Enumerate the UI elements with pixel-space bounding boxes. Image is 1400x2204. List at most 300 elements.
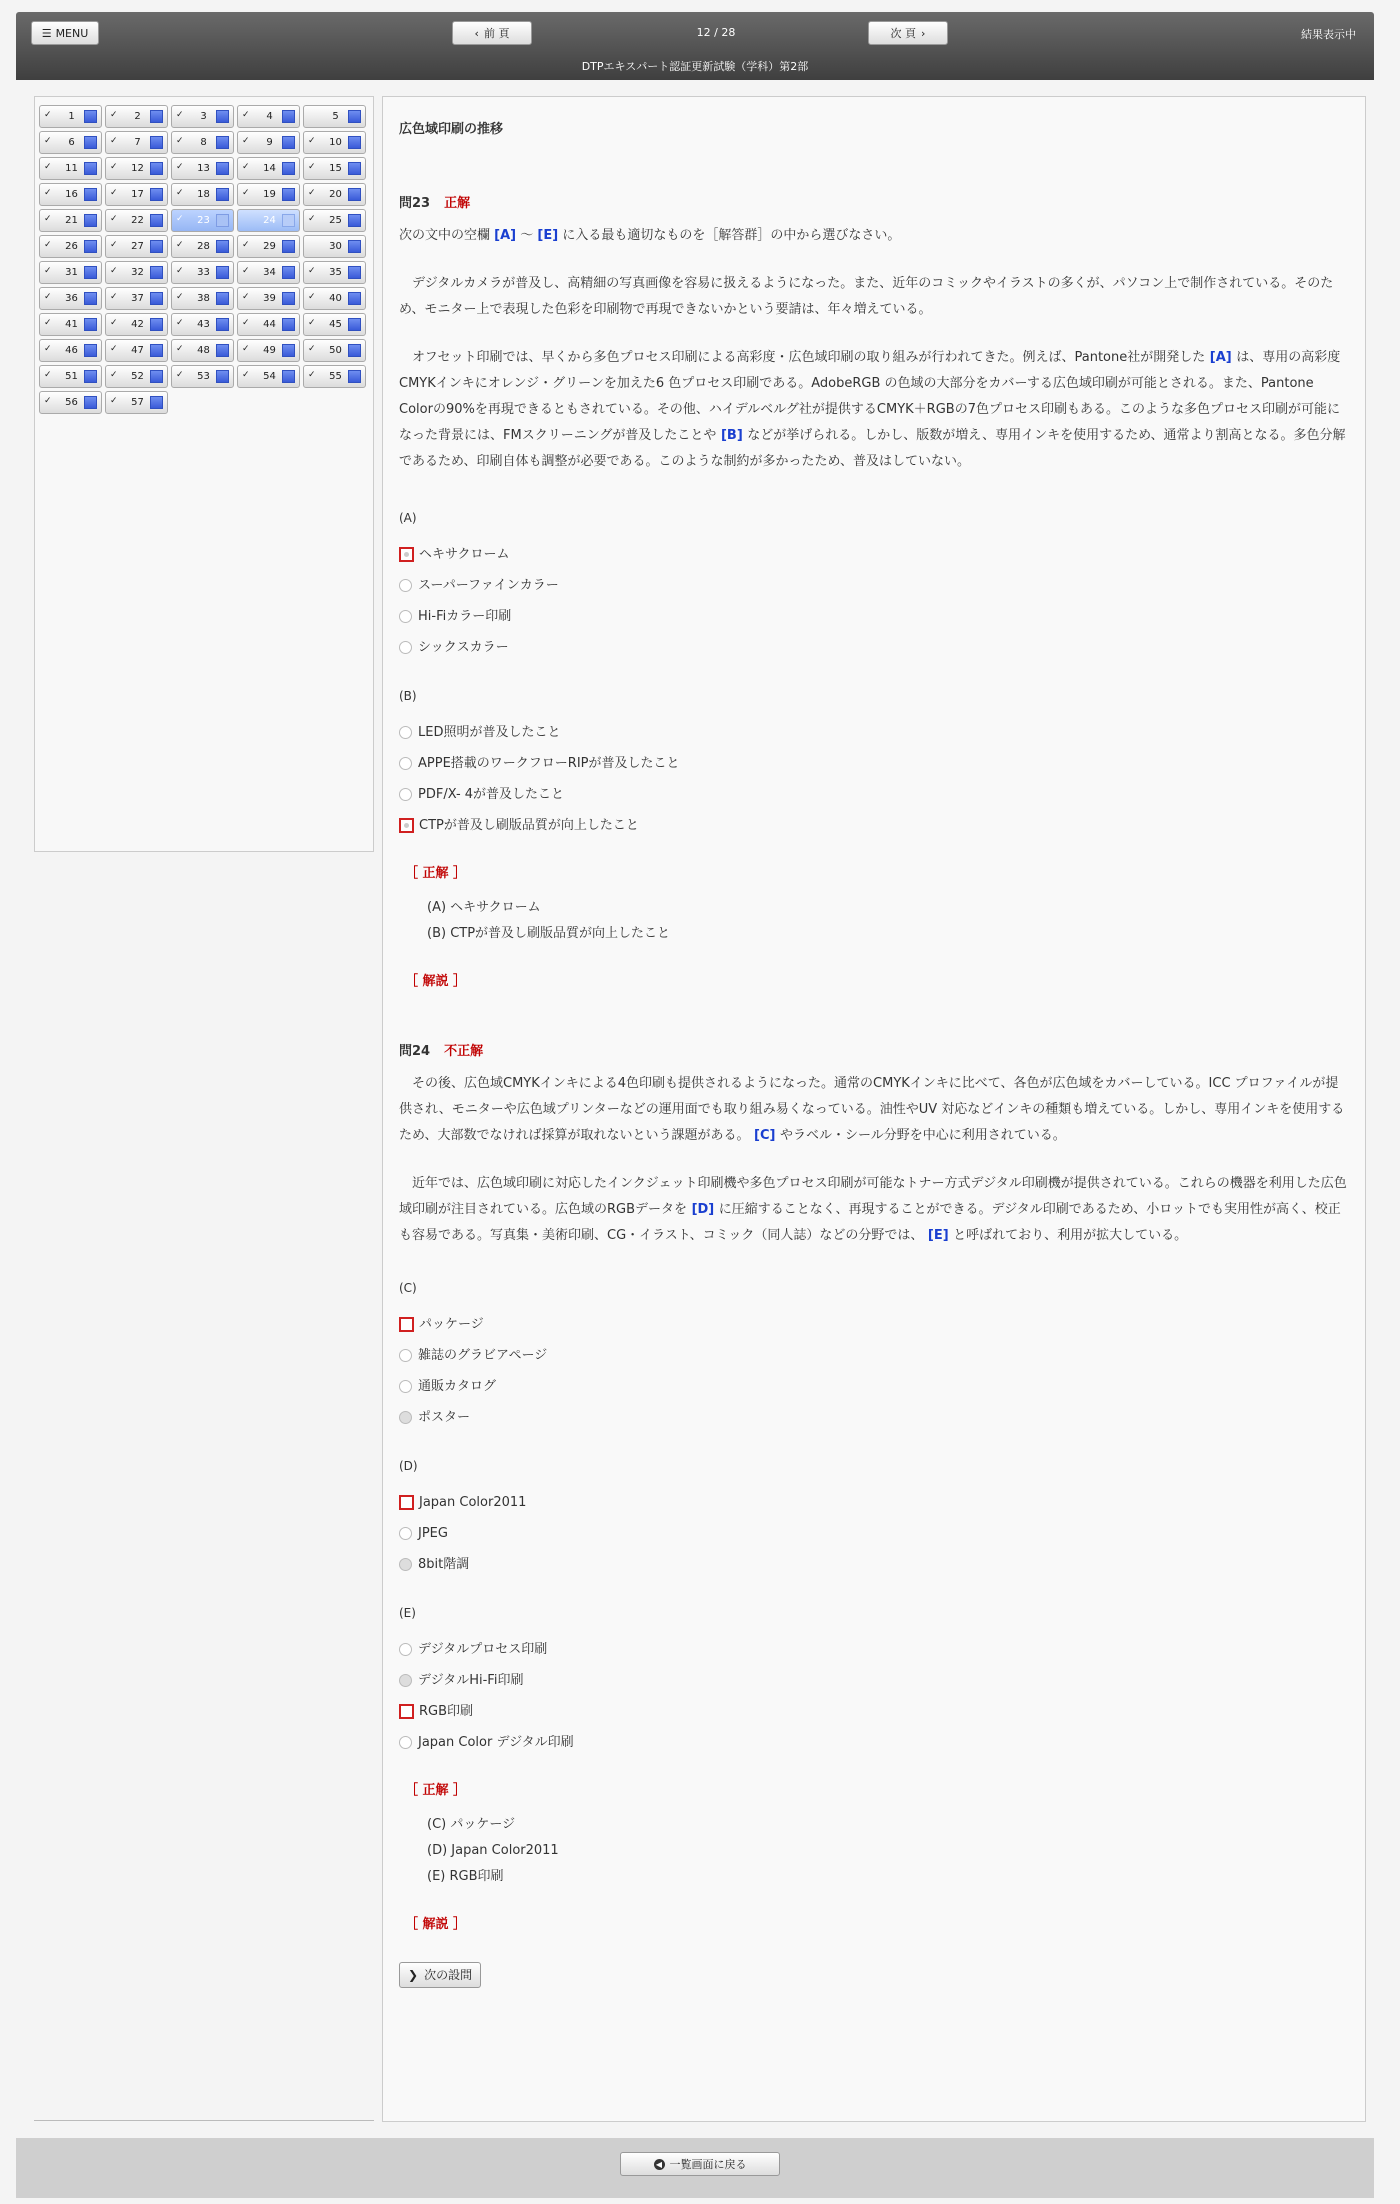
question-number: 24 xyxy=(263,215,276,226)
selected-marker xyxy=(399,818,414,833)
check-icon: ✓ xyxy=(242,266,250,276)
check-icon: ✓ xyxy=(44,344,52,354)
question-number: 33 xyxy=(197,267,210,278)
question-number: 35 xyxy=(329,267,342,278)
question-nav-button[interactable] xyxy=(39,365,102,388)
option-d-1[interactable]: Japan Color2011 xyxy=(399,1487,1349,1518)
answered-square-icon xyxy=(282,240,295,253)
answered-square-icon xyxy=(84,396,97,409)
question-nav-button[interactable] xyxy=(303,365,366,388)
option-b-4[interactable]: CTPが普及し刷版品質が向上したこと xyxy=(399,810,1349,841)
question-nav-button[interactable] xyxy=(105,105,168,128)
radio-button[interactable] xyxy=(399,726,412,739)
question-number: 13 xyxy=(197,163,210,174)
question-nav-button[interactable] xyxy=(105,391,168,414)
radio-button[interactable] xyxy=(399,757,412,770)
option-c-1[interactable]: パッケージ xyxy=(399,1309,1349,1340)
correct-answer: (A) ヘキサクローム xyxy=(427,900,541,915)
question-nav-button[interactable] xyxy=(39,183,102,206)
answered-square-icon xyxy=(282,266,295,279)
answered-square-icon xyxy=(150,214,163,227)
answered-square-icon xyxy=(150,266,163,279)
answered-square-icon xyxy=(282,370,295,383)
result-badge: 不正解 xyxy=(444,1044,484,1059)
chevron-right-icon: ❯ xyxy=(408,1968,419,1982)
check-icon: ✓ xyxy=(308,214,316,224)
back-to-list-button[interactable]: ◀ 一覧画面に戻る xyxy=(620,2152,780,2176)
answered-square-icon xyxy=(216,162,229,175)
check-icon: ✓ xyxy=(242,162,250,172)
check-icon: ✓ xyxy=(176,110,184,120)
check-icon: ✓ xyxy=(308,136,316,146)
check-icon: ✓ xyxy=(110,240,118,250)
answered-square-icon xyxy=(348,318,361,331)
check-icon: ✓ xyxy=(110,344,118,354)
option-e-1[interactable]: デジタルプロセス印刷 xyxy=(399,1634,1349,1665)
page-indicator: 12 / 28 xyxy=(696,26,736,39)
question-number: 32 xyxy=(131,267,144,278)
correct-answer-label: ［ 正解 ］ xyxy=(405,866,467,881)
question-navigator xyxy=(34,96,374,852)
question-nav-button[interactable] xyxy=(171,183,234,206)
question-number: 40 xyxy=(329,293,342,304)
selected-marker xyxy=(399,547,414,562)
question-nav-button[interactable] xyxy=(105,313,168,336)
question-paragraph: その後、広色域CMYKインキによる4色印刷も提供されるようになった。通常のCMYKインキに比べて、各色が広色域をカバーしている。ICC プロファイルが提供され、モニターや広色域プリンターなどの運用面でも取り組み易くなっている。油性やUV 対応などインキの種類も増えている。しかし、専用インキを使用するため、大部数でなければ採算が取れないという課題がある。 [C] やラベル・シール分野を中心に利用されている。 xyxy=(399,1076,1345,1143)
radio-button-selected[interactable] xyxy=(399,1674,412,1687)
answer-group-label: (E) xyxy=(399,1606,416,1620)
answered-square-icon xyxy=(216,344,229,357)
top-toolbar xyxy=(16,12,1374,80)
correct-answer: (C) パッケージ xyxy=(427,1817,516,1832)
answered-square-icon xyxy=(84,240,97,253)
answered-square-icon xyxy=(84,344,97,357)
answered-square-icon xyxy=(84,162,97,175)
check-icon: ✓ xyxy=(242,240,250,250)
check-icon: ✓ xyxy=(308,188,316,198)
circle-arrow-left-icon: ◀ xyxy=(654,2159,665,2170)
check-icon: ✓ xyxy=(176,266,184,276)
section-title: 広色域印刷の推移 xyxy=(399,122,504,137)
chevron-right-icon: › xyxy=(921,26,926,40)
answered-square-icon xyxy=(84,318,97,331)
next-page-button[interactable]: 次 頁 › xyxy=(868,21,948,45)
question-grid xyxy=(39,105,366,414)
question-nav-button[interactable] xyxy=(171,105,234,128)
answered-square-icon xyxy=(216,214,229,227)
answered-square-icon xyxy=(348,266,361,279)
check-icon: ✓ xyxy=(44,136,52,146)
chevron-left-icon: ‹ xyxy=(474,26,479,40)
answered-square-icon xyxy=(150,292,163,305)
question-number: 2 xyxy=(134,111,141,122)
question-number: 14 xyxy=(263,163,276,174)
answered-square-icon xyxy=(282,110,295,123)
check-icon: ✓ xyxy=(110,318,118,328)
answered-square-icon xyxy=(150,344,163,357)
check-icon: ✓ xyxy=(44,240,52,250)
check-icon: ✓ xyxy=(308,344,316,354)
question-number: 19 xyxy=(263,189,276,200)
option-b-1[interactable]: LED照明が普及したこと xyxy=(399,717,1349,748)
radio-button[interactable] xyxy=(399,1736,412,1749)
question-number: 15 xyxy=(329,163,342,174)
check-icon: ✓ xyxy=(44,110,52,120)
answer-group-label: (B) xyxy=(399,689,417,703)
option-c-4[interactable]: ポスター xyxy=(399,1402,1349,1433)
check-icon: ✓ xyxy=(44,266,52,276)
check-icon: ✓ xyxy=(110,266,118,276)
question-nav-button[interactable] xyxy=(303,339,366,362)
answered-square-icon xyxy=(150,110,163,123)
answered-square-icon xyxy=(348,292,361,305)
question-number: 36 xyxy=(65,293,78,304)
explanation-label: ［ 解説 ］ xyxy=(405,974,467,989)
answered-square-icon xyxy=(282,136,295,149)
option-c-3[interactable]: 通販カタログ xyxy=(399,1371,1349,1402)
question-number: 41 xyxy=(65,319,78,330)
check-icon: ✓ xyxy=(110,162,118,172)
correct-answer: (E) RGB印刷 xyxy=(427,1869,504,1884)
question-nav-button[interactable] xyxy=(39,131,102,154)
check-icon: ✓ xyxy=(308,292,316,302)
answered-square-icon xyxy=(150,370,163,383)
question-nav-button[interactable] xyxy=(105,287,168,310)
correct-answer-label: ［ 正解 ］ xyxy=(405,1783,467,1798)
check-icon: ✓ xyxy=(176,344,184,354)
answered-square-icon xyxy=(84,110,97,123)
question-number: 47 xyxy=(131,345,144,356)
check-icon: ✓ xyxy=(242,318,250,328)
question-nav-button[interactable] xyxy=(171,157,234,180)
answered-square-icon xyxy=(216,370,229,383)
question-number: 30 xyxy=(329,241,342,252)
check-icon: ✓ xyxy=(176,136,184,146)
question-nav-button[interactable] xyxy=(171,287,234,310)
question-number: 6 xyxy=(68,137,75,148)
question-number: 21 xyxy=(65,215,78,226)
prev-page-button[interactable]: ‹ 前 頁 xyxy=(452,21,532,45)
question-nav-button[interactable] xyxy=(303,235,366,258)
answered-square-icon xyxy=(84,292,97,305)
question-number: 31 xyxy=(65,267,78,278)
result-status: 結果表示中 xyxy=(1301,28,1356,41)
answer-group-label: (A) xyxy=(399,511,417,525)
radio-button[interactable] xyxy=(399,1527,412,1540)
answer-group-label: (D) xyxy=(399,1459,418,1473)
check-icon: ✓ xyxy=(44,162,52,172)
question-paragraph: 近年では、広色域印刷に対応したインクジェット印刷機や多色プロセス印刷が可能なトナー方式デジタル印刷機が提供されている。これらの機器を利用した広色域印刷が注目されている。広色域のRGBデータを [D] に圧縮することなく、再現することができる。デジタル印刷であるため、小ロットでも実用性が高く、校正も容易である。写真集・美術印刷、CG・イラスト、コミック（同人誌）などの分野では、 [E] と呼ばれており、利用が拡大している。 xyxy=(399,1176,1347,1243)
question-number: 9 xyxy=(266,137,273,148)
question-number: 29 xyxy=(263,241,276,252)
answered-square-icon xyxy=(216,188,229,201)
hamburger-icon: ☰ xyxy=(41,26,52,40)
answered-square-icon xyxy=(216,240,229,253)
question-number: 16 xyxy=(65,189,78,200)
check-icon: ✓ xyxy=(44,396,52,406)
question-nav-button[interactable] xyxy=(303,313,366,336)
answered-square-icon xyxy=(150,240,163,253)
question-nav-button[interactable] xyxy=(105,261,168,284)
main-content-panel xyxy=(382,96,1366,2122)
option-b-3[interactable]: PDF/X- 4が普及したこと xyxy=(399,779,1349,810)
check-icon: ✓ xyxy=(44,318,52,328)
question-nav-button[interactable] xyxy=(105,183,168,206)
check-icon: ✓ xyxy=(308,370,316,380)
option-e-4[interactable]: Japan Color デジタル印刷 xyxy=(399,1727,1349,1758)
question-nav-button[interactable] xyxy=(303,209,366,232)
question-nav-button[interactable] xyxy=(39,287,102,310)
radio-button-selected[interactable] xyxy=(399,1411,412,1424)
question-nav-button[interactable] xyxy=(237,339,300,362)
question-number: 25 xyxy=(329,215,342,226)
question-nav-button[interactable] xyxy=(303,105,366,128)
check-icon: ✓ xyxy=(242,344,250,354)
question-nav-button[interactable] xyxy=(105,235,168,258)
answered-square-icon xyxy=(216,110,229,123)
question-number: 43 xyxy=(197,319,210,330)
answered-square-icon xyxy=(150,162,163,175)
question-header: 問24 不正解 xyxy=(399,1044,484,1059)
answered-square-icon xyxy=(150,136,163,149)
question-nav-button[interactable] xyxy=(237,105,300,128)
answered-square-icon xyxy=(282,214,295,227)
check-icon: ✓ xyxy=(110,214,118,224)
radio-button[interactable] xyxy=(399,610,412,623)
check-icon: ✓ xyxy=(44,292,52,302)
question-paragraph: デジタルカメラが普及し、高精細の写真画像を容易に扱えるようになった。また、近年のコミックやイラストの多くが、パソコン上で制作されている。そのため、モニター上で表現した色彩を印刷物で再現できないかという要請は、年々増えている。 xyxy=(399,276,1334,317)
question-nav-button[interactable] xyxy=(39,313,102,336)
question-number: 11 xyxy=(65,163,78,174)
question-number: 17 xyxy=(131,189,144,200)
question-nav-button[interactable] xyxy=(237,209,300,232)
question-number: 49 xyxy=(263,345,276,356)
question-nav-button[interactable] xyxy=(237,157,300,180)
answered-square-icon xyxy=(150,318,163,331)
question-number: 4 xyxy=(266,111,273,122)
question-nav-button[interactable] xyxy=(303,287,366,310)
question-nav-button[interactable] xyxy=(39,157,102,180)
correct-marker xyxy=(399,1317,414,1332)
question-number: 50 xyxy=(329,345,342,356)
question-number: 39 xyxy=(263,293,276,304)
question-instruction: 次の文中の空欄 [A] 〜 [E] に入る最も適切なものを［解答群］の中から選びなさい。 xyxy=(399,228,901,243)
menu-button[interactable]: ☰ MENU xyxy=(31,21,99,45)
correct-answer: (B) CTPが普及し刷版品質が向上したこと xyxy=(427,926,671,941)
question-nav-button[interactable] xyxy=(39,261,102,284)
answered-square-icon xyxy=(282,292,295,305)
question-nav-button[interactable] xyxy=(237,131,300,154)
check-icon: ✓ xyxy=(176,188,184,198)
question-paragraph: オフセット印刷では、早くから多色プロセス印刷による高彩度・広色域印刷の取り組みが行われてきた。例えば、Pantone社が開発した [A] は、専用の高彩度CMYKインキにオレンジ・グリーンを加えた6 色プロセス印刷である。AdobeRGB の色域の大部分をカバーする広色域印刷が可能とされる。また、Pantone Colorの90%を再現できるともされている。その他、ハイデルベルグ社が提供するCMYK＋RGBの7色プロセス印刷もある。このような多色プロセス印刷が可能になった背景には、FMスクリーニングが普及したことや [B] などが挙げられる。しかし、版数が増え、専用インキを使用するため、通常より割高となる。多色分解であるため、印刷自体も調整が必要である。このような制約が多かったため、普及はしていない。 xyxy=(399,350,1346,469)
question-number: 48 xyxy=(197,345,210,356)
check-icon: ✓ xyxy=(308,162,316,172)
check-icon: ✓ xyxy=(110,136,118,146)
question-number: 23 xyxy=(197,215,210,226)
option-e-2[interactable]: デジタルHi-Fi印刷 xyxy=(399,1665,1349,1696)
question-nav-button[interactable] xyxy=(171,235,234,258)
answered-square-icon xyxy=(348,214,361,227)
explanation-label: ［ 解説 ］ xyxy=(405,1917,467,1932)
check-icon: ✓ xyxy=(44,370,52,380)
question-number: 46 xyxy=(65,345,78,356)
check-icon: ✓ xyxy=(176,318,184,328)
answered-square-icon xyxy=(216,292,229,305)
option-a-1[interactable]: ヘキサクローム xyxy=(399,539,1349,570)
question-number: 54 xyxy=(263,371,276,382)
check-icon: ✓ xyxy=(242,110,250,120)
question-nav-button[interactable] xyxy=(105,209,168,232)
question-nav-button[interactable] xyxy=(39,391,102,414)
answered-square-icon xyxy=(216,266,229,279)
question-header: 問23 正解 xyxy=(399,196,471,211)
question-nav-button[interactable] xyxy=(171,313,234,336)
question-number: 37 xyxy=(131,293,144,304)
check-icon: ✓ xyxy=(44,214,52,224)
option-b-2[interactable]: APPE搭載のワークフローRIPが普及したこと xyxy=(399,748,1349,779)
question-number: 56 xyxy=(65,397,78,408)
radio-button[interactable] xyxy=(399,1380,412,1393)
answered-square-icon xyxy=(216,318,229,331)
option-a-2[interactable]: スーパーファインカラー xyxy=(399,570,1349,601)
check-icon: ✓ xyxy=(110,370,118,380)
correct-answer: (D) Japan Color2011 xyxy=(427,1843,559,1858)
answered-square-icon xyxy=(348,110,361,123)
answered-square-icon xyxy=(348,240,361,253)
option-d-3[interactable]: 8bit階調 xyxy=(399,1549,1349,1580)
question-number: 18 xyxy=(197,189,210,200)
question-number: 42 xyxy=(131,319,144,330)
question-number: 53 xyxy=(197,371,210,382)
answered-square-icon xyxy=(150,188,163,201)
radio-button[interactable] xyxy=(399,1349,412,1362)
result-badge: 正解 xyxy=(444,196,471,211)
answered-square-icon xyxy=(282,162,295,175)
question-nav-button[interactable] xyxy=(171,365,234,388)
question-number: 5 xyxy=(332,111,339,122)
check-icon: ✓ xyxy=(110,110,118,120)
question-nav-button[interactable] xyxy=(303,261,366,284)
sidebar-divider xyxy=(34,2120,374,2121)
question-nav-button[interactable] xyxy=(39,235,102,258)
question-nav-button[interactable] xyxy=(39,105,102,128)
answered-square-icon xyxy=(348,162,361,175)
answered-square-icon xyxy=(348,188,361,201)
answered-square-icon xyxy=(84,188,97,201)
question-number: 3 xyxy=(200,111,207,122)
question-number: 27 xyxy=(131,241,144,252)
question-number: 38 xyxy=(197,293,210,304)
exam-title: DTPエキスパート認証更新試験（学科）第2部 xyxy=(581,60,809,73)
answered-square-icon xyxy=(348,370,361,383)
question-nav-button[interactable] xyxy=(105,365,168,388)
question-nav-button[interactable] xyxy=(237,183,300,206)
question-nav-button[interactable] xyxy=(237,313,300,336)
check-icon: ✓ xyxy=(176,370,184,380)
check-icon: ✓ xyxy=(176,292,184,302)
answered-square-icon xyxy=(348,136,361,149)
question-nav-button[interactable] xyxy=(39,209,102,232)
answered-square-icon xyxy=(216,136,229,149)
next-question-button[interactable]: ❯ 次の設問 xyxy=(399,1962,481,1988)
question-number: 1 xyxy=(68,111,75,122)
question-nav-button[interactable] xyxy=(171,209,234,232)
check-icon: ✓ xyxy=(176,240,184,250)
check-icon: ✓ xyxy=(44,188,52,198)
question-number: 28 xyxy=(197,241,210,252)
check-icon: ✓ xyxy=(176,162,184,172)
check-icon: ✓ xyxy=(242,136,250,146)
question-nav-button[interactable] xyxy=(39,339,102,362)
question-number: 57 xyxy=(131,397,144,408)
check-icon: ✓ xyxy=(110,292,118,302)
answered-square-icon xyxy=(84,136,97,149)
answer-group-label: (C) xyxy=(399,1281,417,1295)
question-nav-button[interactable] xyxy=(171,261,234,284)
answered-square-icon xyxy=(84,214,97,227)
question-nav-button[interactable] xyxy=(303,183,366,206)
question-number: 34 xyxy=(263,267,276,278)
correct-marker xyxy=(399,1495,414,1510)
question-number: 12 xyxy=(131,163,144,174)
check-icon: ✓ xyxy=(110,188,118,198)
question-nav-button[interactable] xyxy=(171,339,234,362)
correct-marker xyxy=(399,1704,414,1719)
option-e-3[interactable]: RGB印刷 xyxy=(399,1696,1349,1727)
question-nav-button[interactable] xyxy=(237,261,300,284)
question-nav-button[interactable] xyxy=(105,157,168,180)
radio-button[interactable] xyxy=(399,1643,412,1656)
option-a-3[interactable]: Hi-Fiカラー印刷 xyxy=(399,601,1349,632)
question-number: 22 xyxy=(131,215,144,226)
answered-square-icon xyxy=(150,396,163,409)
question-number: 20 xyxy=(329,189,342,200)
answered-square-icon xyxy=(84,266,97,279)
question-nav-button[interactable] xyxy=(105,339,168,362)
check-icon: ✓ xyxy=(308,318,316,328)
check-icon: ✓ xyxy=(308,266,316,276)
option-d-2[interactable]: JPEG xyxy=(399,1518,1349,1549)
question-number: 44 xyxy=(263,319,276,330)
answered-square-icon xyxy=(282,318,295,331)
radio-button-selected[interactable] xyxy=(399,1558,412,1571)
radio-button[interactable] xyxy=(399,579,412,592)
question-number: 55 xyxy=(329,371,342,382)
question-nav-button[interactable] xyxy=(303,131,366,154)
answered-square-icon xyxy=(348,344,361,357)
option-a-4[interactable]: シックスカラー xyxy=(399,632,1349,663)
question-number: 45 xyxy=(329,319,342,330)
question-nav-button[interactable] xyxy=(303,157,366,180)
answered-square-icon xyxy=(282,188,295,201)
question-nav-button[interactable] xyxy=(105,131,168,154)
question-number: 52 xyxy=(131,371,144,382)
question-nav-button[interactable] xyxy=(237,235,300,258)
check-icon: ✓ xyxy=(242,370,250,380)
radio-button[interactable] xyxy=(399,641,412,654)
check-icon: ✓ xyxy=(110,396,118,406)
question-nav-button[interactable] xyxy=(237,287,300,310)
question-nav-button[interactable] xyxy=(171,131,234,154)
check-icon: ✓ xyxy=(242,188,250,198)
option-c-2[interactable]: 雑誌のグラビアページ xyxy=(399,1340,1349,1371)
question-nav-button[interactable] xyxy=(237,365,300,388)
question-number: 10 xyxy=(329,137,342,148)
bottom-toolbar xyxy=(16,2138,1374,2198)
radio-button[interactable] xyxy=(399,788,412,801)
check-icon: ✓ xyxy=(176,214,184,224)
question-number: 7 xyxy=(134,137,141,148)
